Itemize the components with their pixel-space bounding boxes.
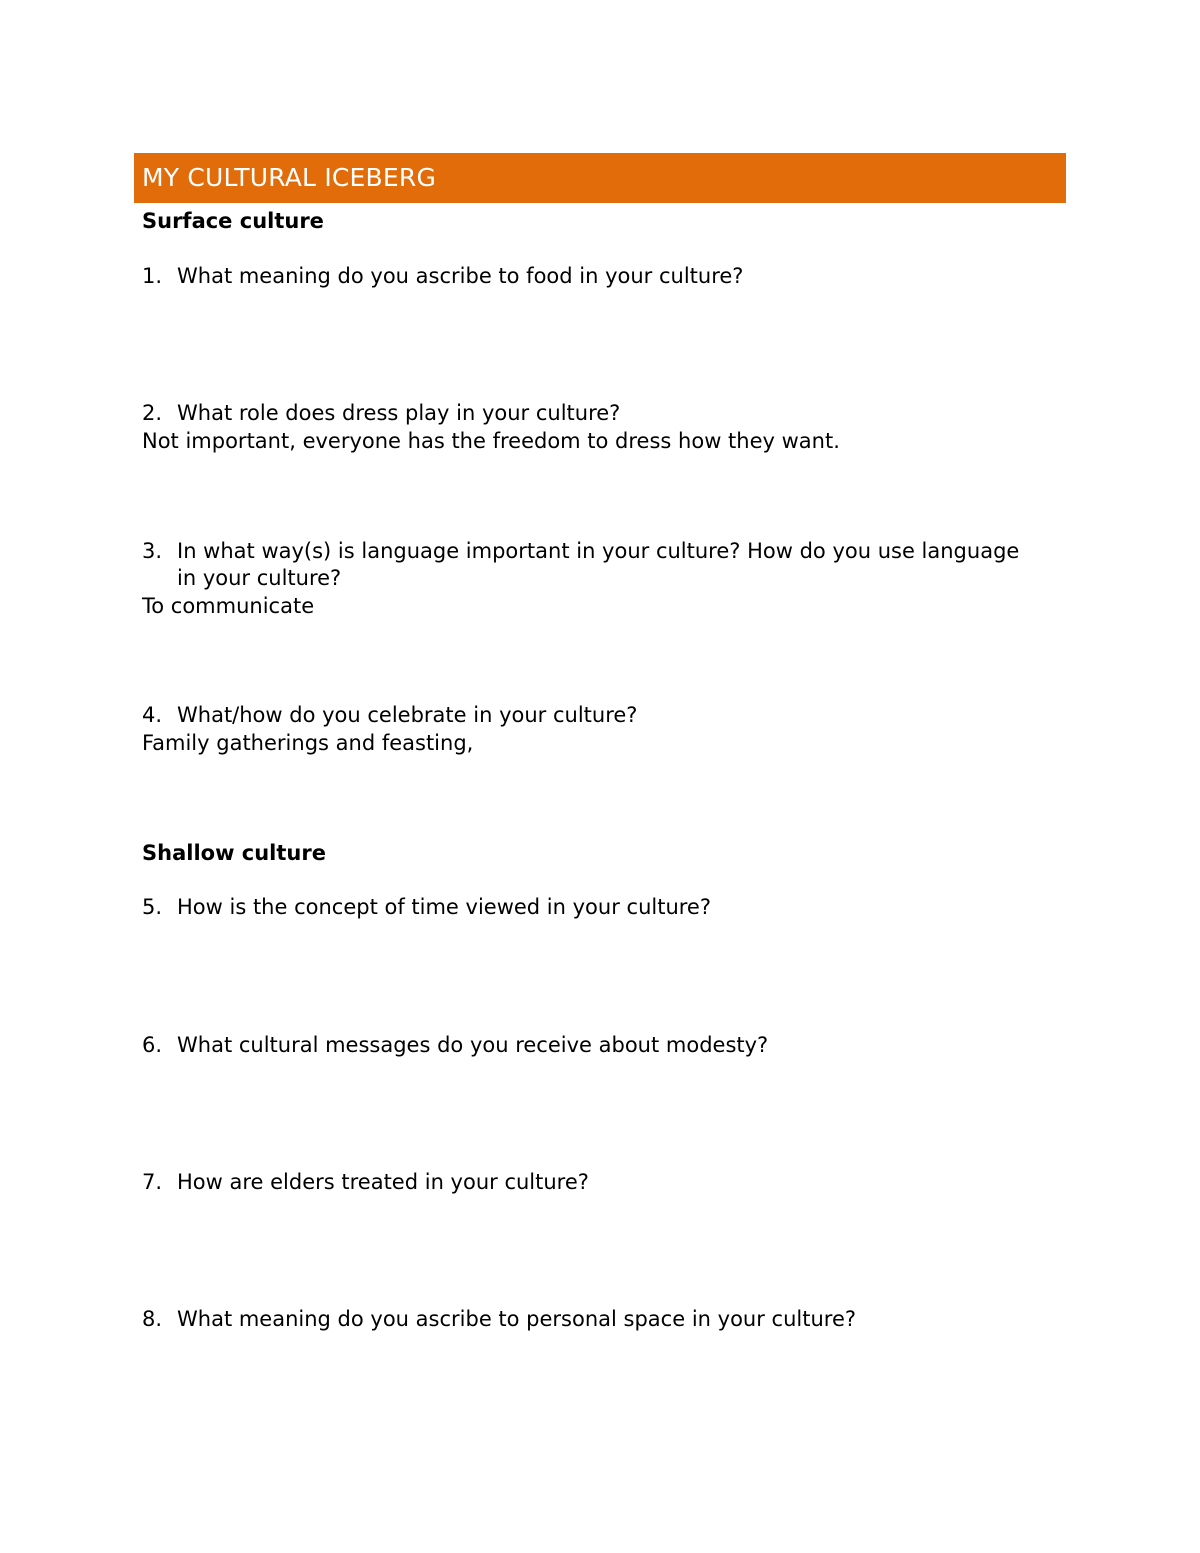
question-text: What cultural messages do you receive about modesty? (177, 1033, 769, 1057)
question-number: 6. (142, 1033, 163, 1057)
question-text: What meaning do you ascribe to food in your culture? (177, 264, 744, 288)
question-number: 1. (142, 264, 163, 288)
question-1 (142, 263, 1042, 290)
question-8 (142, 1306, 1042, 1333)
question-number: 4. (142, 703, 163, 727)
question-text: How are elders treated in your culture? (177, 1170, 589, 1194)
title-bar (134, 153, 1066, 203)
question-4 (142, 702, 1042, 729)
question-text: What meaning do you ascribe to personal space in your culture? (177, 1307, 857, 1331)
question-6 (142, 1032, 1042, 1059)
question-text: How is the concept of time viewed in your culture? (177, 895, 711, 919)
question-text: What/how do you celebrate in your culture? (177, 703, 638, 727)
question-5 (142, 894, 1042, 921)
answer-4: Family gatherings and feasting, (142, 731, 474, 755)
answer-3: To communicate (142, 594, 315, 618)
question-text: In what way(s) is language important in your culture? How do you use language in your culture? (177, 539, 1020, 590)
question-2 (142, 400, 1042, 427)
question-number: 8. (142, 1307, 163, 1331)
document-title: MY CULTURAL ICEBERG (142, 163, 437, 192)
section-heading-surface-culture: Surface culture (142, 209, 324, 233)
question-text: What role does dress play in your culture? (177, 401, 621, 425)
question-number: 7. (142, 1170, 163, 1194)
question-7 (142, 1169, 1042, 1196)
question-3 (142, 538, 1022, 592)
question-number: 5. (142, 895, 163, 919)
question-number: 2. (142, 401, 163, 425)
section-heading-shallow-culture: Shallow culture (142, 841, 326, 865)
question-number: 3. (142, 539, 163, 563)
answer-2: Not important, everyone has the freedom to dress how they want. (142, 429, 840, 453)
